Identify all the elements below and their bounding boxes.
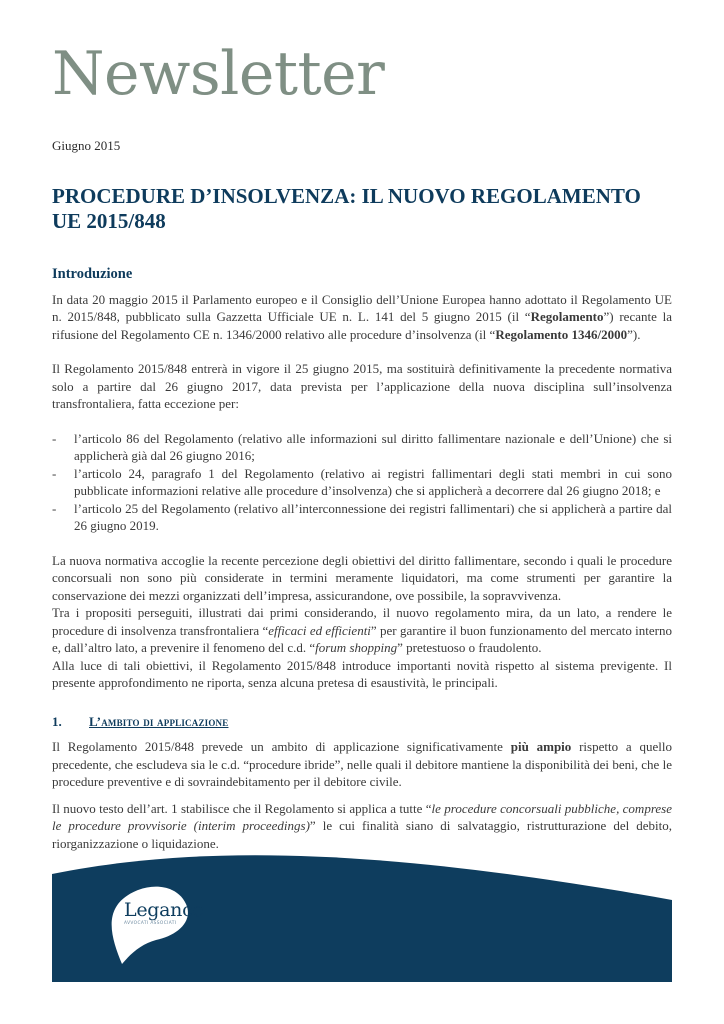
masthead: Newsletter [52, 39, 385, 109]
intro-heading: Introduzione [52, 266, 133, 282]
intro-paragraph-2: Il Regolamento 2015/848 entrerà in vigore il 25 giugno 2015, ma sostituirà definitivamente la precedente normativa solo a partire dal 26 giugno 2017, data prevista per l’applicazione della nuova disciplina sull’insolvenza transfrontaliera, fatta eccezione per: [52, 361, 672, 411]
list-item-text: l’articolo 24, paragrafo 1 del Regolamento (relativo ai registri fallimentari degli stati membri in cui sono pubblicate informazioni relative alle procedure d’insolvenza) che si applicherà a decorrere dal 26 giugno 2018; e [74, 465, 672, 498]
logo-name: Legance [124, 899, 204, 921]
intro-paragraph-5: Alla luce di tali obiettivi, il Regolamento 2015/848 introduce importanti novità rispetto al sistema previgente. Il presente approfondimento ne riporta, senza alcuna pretesa di esaustività, le principali. [52, 657, 672, 690]
section-1-paragraph-1 [52, 738, 672, 791]
emphasis: più ampio [510, 739, 572, 754]
article-title: PROCEDURE D’INSOLVENZA: IL NUOVO REGOLAMENTO UE 2015/848 [52, 184, 641, 233]
list-item [52, 430, 672, 465]
dash-bullet: - [52, 465, 57, 481]
text-run: rispetto a quello precedente, che escludeva sia le c.d. “procedure ibride”, nelle quali il debitore mantiene la disponibilità dei beni, che le procedure preventive e di sovraindebitamento per il debitore civile. [52, 739, 672, 789]
intro-paragraph-4 [52, 604, 672, 657]
defined-term: Regolamento [530, 309, 604, 324]
text-run: Il nuovo testo dell’art. 1 stabilisce che il Regolamento si applica a tutte “ [52, 800, 432, 816]
list-item [52, 500, 672, 535]
logo-subtitle: AVVOCATI ASSOCIATI [124, 921, 177, 926]
quoted-term: forum shopping [315, 640, 398, 655]
intro-paragraph-3: La nuova normativa accoglie la recente percezione degli obiettivi del diritto fallimentare, secondo i quali le procedure concorsuali non sono più considerate in termini meramente liquidatori, ma come strumenti per garantire la conservazione dei mezzi organizzati dell’impresa, assicurandone, ove possibile, la sopravvivenza. [52, 552, 672, 603]
text-run: In data 20 maggio 2015 il Parlamento europeo e il Consiglio dell’Unione Europea hanno adottato il Regolamento UE n. 2015/848, pubblicato sulla Gazzetta Ufficiale UE n. L. 141 del 5 giugno 2015 (il “ [52, 291, 672, 324]
quotation: le procedure concorsuali pubbliche, comprese le procedure provvisorie (interim proceedings) [52, 800, 672, 833]
defined-term: Regolamento 1346/2000 [495, 326, 628, 342]
text-run: ” le cui finalità siano di salvataggio, ristrutturazione del debito, riorganizzazione o liquidazione. [52, 818, 672, 851]
footer-band [52, 852, 672, 982]
text-run: ”). [627, 326, 641, 342]
dash-bullet: - [52, 500, 57, 516]
legance-logo [124, 899, 204, 926]
section-1-heading [52, 713, 672, 731]
section-title: L’ambito di applicazione [89, 713, 229, 729]
quoted-term: efficaci ed efficienti [268, 622, 371, 638]
text-run: ” per garantire il buon funzionamento del mercato interno e, dall’altro lato, a prevenire il fenomeno del c.d. “ [52, 622, 672, 655]
text-run: Tra i propositi perseguiti, illustrati dai primi considerando, il nuovo regolamento mira, da un lato, a rendere le procedure di insolvenza transfrontaliera “ [52, 605, 672, 638]
text-run: ”) recante la rifusione del Regolamento CE n. 1346/2000 relativo alle procedure d’insolvenza (il “ [52, 309, 672, 342]
list-item-text: l’articolo 86 del Regolamento (relativo alle informazioni sul diritto fallimentare nazionale e dell’Unione) che si applicherà già dal 26 giugno 2016; [74, 430, 672, 463]
section-number: 1. [52, 713, 62, 729]
list-item [52, 465, 672, 500]
text-run: Il Regolamento 2015/848 prevede un ambito di applicazione significativamente [52, 739, 511, 754]
list-item-text: l’articolo 25 del Regolamento (relativo all’interconnessione dei registri fallimentari) che si applicherà a partire dal 26 giugno 2019. [74, 500, 672, 533]
exceptions-list [52, 430, 672, 535]
text-run: ” pretestuoso o fraudolento. [397, 640, 542, 655]
section-1-paragraph-2 [52, 800, 672, 853]
intro-paragraph-1 [52, 291, 672, 344]
article-body [52, 266, 672, 852]
dash-bullet: - [52, 430, 57, 446]
issue-date: Giugno 2015 [52, 138, 121, 153]
